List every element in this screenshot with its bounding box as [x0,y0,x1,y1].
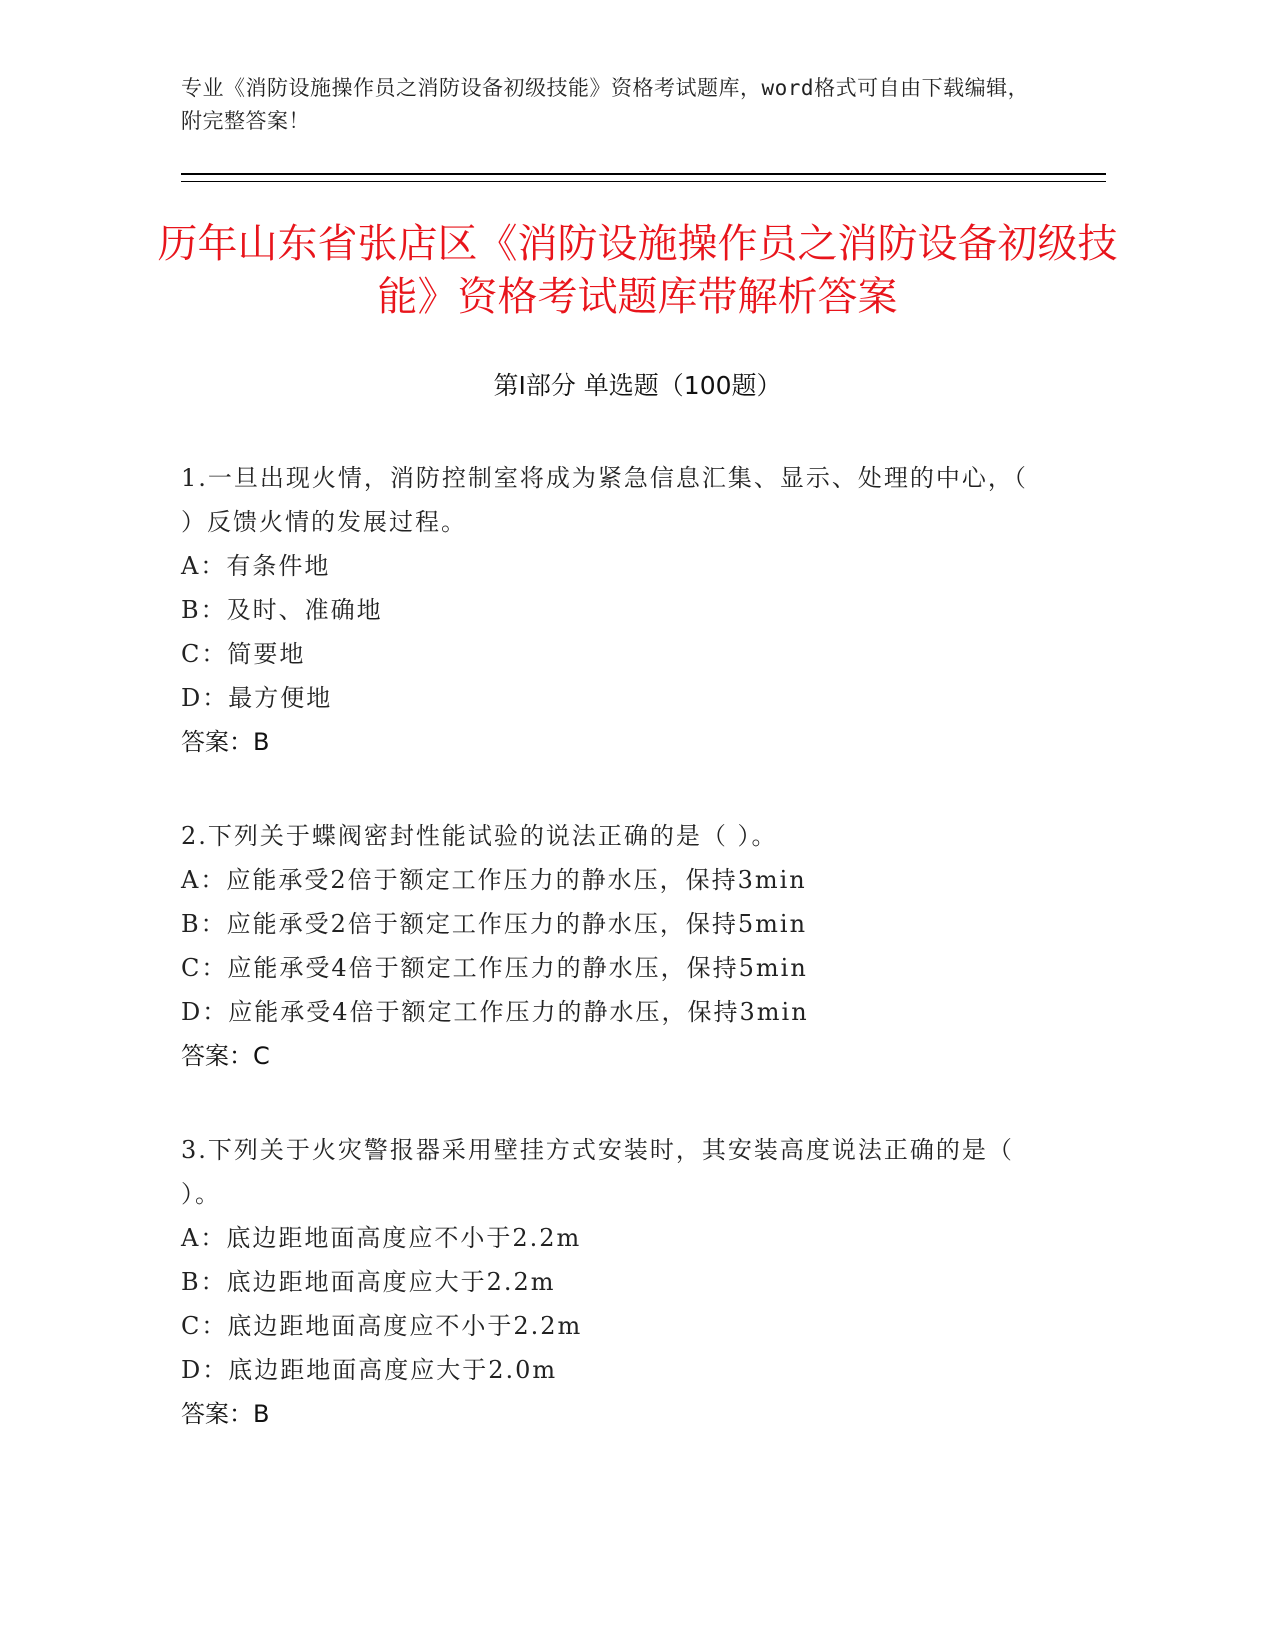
answer-line: 答案：B [181,728,270,756]
option-c: C：简要地 [181,640,306,668]
option-c: C：应能承受4倍于额定工作压力的静水压，保持5min [181,954,808,982]
header-divider-thick [181,173,1106,175]
question-3 [181,1128,1031,1436]
question-2 [181,814,1031,1078]
option-a: A：有条件地 [181,552,331,580]
option-d: D：最方便地 [181,684,333,712]
answer-line: 答案：C [181,1042,270,1070]
answer-line: 答案：B [181,1400,270,1428]
option-a: A：应能承受2倍于额定工作压力的静水压，保持3min [181,866,807,894]
option-d: D：底边距地面高度应大于2.0m [181,1356,558,1384]
option-d: D：应能承受4倍于额定工作压力的静水压，保持3min [181,998,809,1026]
question-list [181,456,1031,1486]
option-a: A：底边距地面高度应不小于2.2m [181,1224,582,1252]
section-title: 第Ⅰ部分 单选题（100题） [493,371,782,400]
option-b: B：应能承受2倍于额定工作压力的静水压，保持5min [181,910,808,938]
option-c: C：底边距地面高度应不小于2.2m [181,1312,583,1340]
header-divider-thin [181,181,1106,182]
header-note: 专业《消防设施操作员之消防设备初级技能》资格考试题库，word格式可自由下载编辑，附完整答案！ [181,76,1030,133]
question-stem: 2.下列关于蝶阀密封性能试验的说法正确的是（ ）。 [181,822,778,850]
option-b: B：及时、准确地 [181,596,383,624]
document-title: 历年山东省张店区《消防设施操作员之消防设备初级技能》资格考试题库带解析答案 [157,221,1118,320]
question-stem: 1.一旦出现火情，消防控制室将成为紧急信息汇集、显示、处理的中心，（ ）反馈火情的发展过程。 [181,464,1028,536]
question-stem: 3.下列关于火灾警报器采用壁挂方式安装时，其安装高度说法正确的是（ ）。 [181,1136,1014,1208]
option-b: B：底边距地面高度应大于2.2m [181,1268,556,1296]
question-1 [181,456,1031,764]
